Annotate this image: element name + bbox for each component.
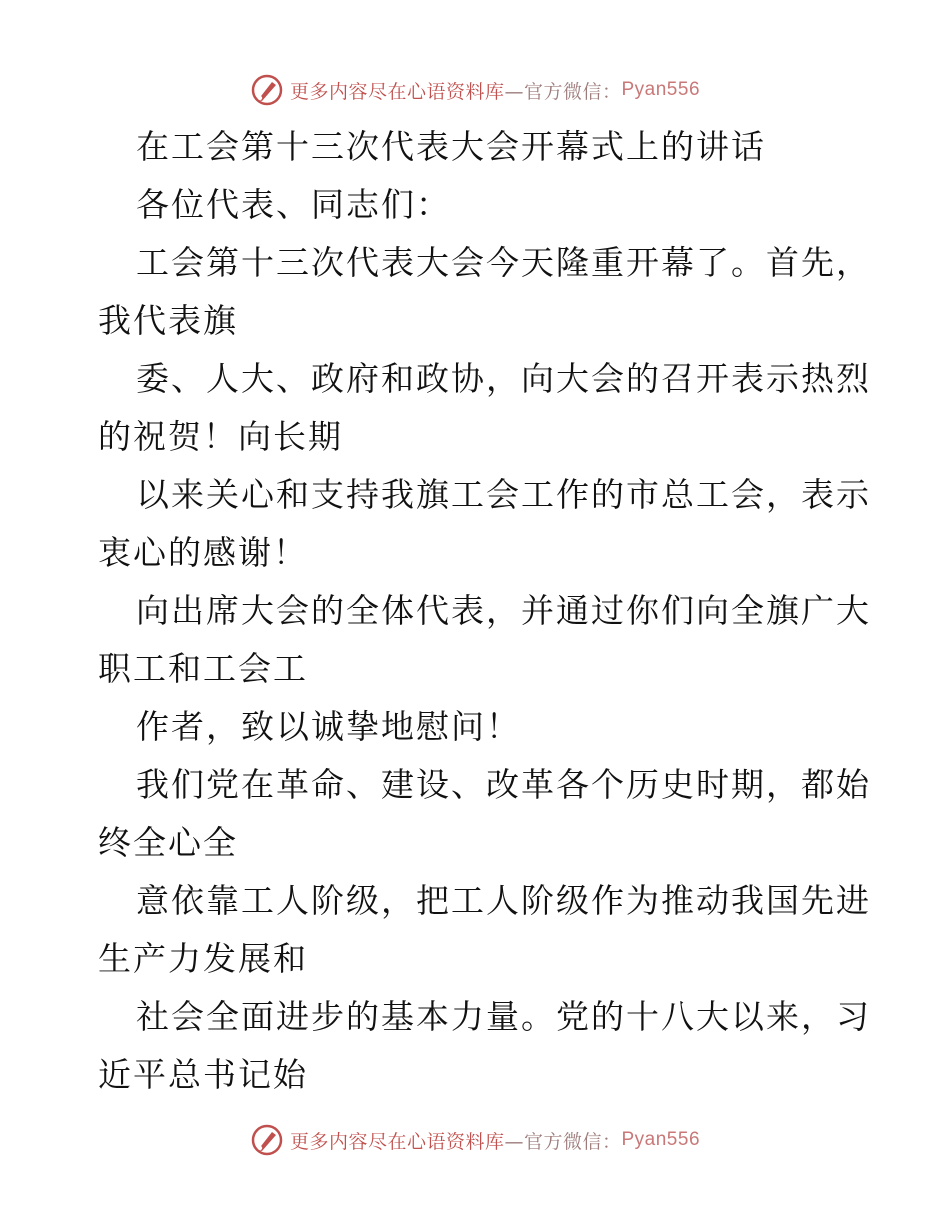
quill-logo-icon	[250, 1123, 284, 1157]
text-line: 委、人大、政府和政协，向大会的召开表示热烈	[136, 359, 871, 398]
text-line: 工会第十三次代表大会今天隆重开幕了。首先，	[136, 243, 871, 282]
text-line: 在工会第十三次代表大会开幕式上的讲话	[136, 127, 766, 166]
banner-sub-text: —官方微信：	[504, 1130, 622, 1153]
text-line: 各位代表、同志们：	[136, 185, 451, 224]
text-line: 的祝贺！向长期	[98, 417, 343, 456]
text-line: 我代表旗	[98, 301, 238, 340]
text-line: 以来关心和支持我旗工会工作的市总工会，表示	[136, 475, 871, 514]
document-body	[98, 118, 871, 1104]
text-line: 近平总书记始	[98, 1055, 308, 1094]
text-line: 我们党在革命、建设、改革各个历史时期，都始	[136, 765, 871, 804]
quill-logo-icon	[250, 73, 284, 107]
banner-wechat-id: Pyan556	[621, 1129, 701, 1150]
text-line: 意依靠工人阶级，把工人阶级作为推动我国先进	[136, 881, 871, 920]
text-line: 衷心的感谢！	[98, 533, 308, 572]
banner-main-text: 更多内容尽在心语资料库	[289, 1130, 505, 1153]
footer-banner	[0, 1120, 950, 1160]
text-line: 社会全面进步的基本力量。党的十八大以来，习	[136, 997, 871, 1036]
banner-wechat-id: Pyan556	[621, 79, 701, 100]
text-line: 终全心全	[98, 823, 238, 862]
banner-main-text: 更多内容尽在心语资料库	[289, 80, 505, 103]
text-line: 生产力发展和	[98, 939, 308, 978]
text-line: 作者，致以诚挚地慰问！	[136, 707, 521, 746]
text-line: 向出席大会的全体代表，并通过你们向全旗广大	[136, 591, 871, 630]
header-banner	[0, 70, 950, 110]
banner-sub-text: —官方微信：	[504, 80, 622, 103]
text-line: 职工和工会工	[98, 649, 308, 688]
